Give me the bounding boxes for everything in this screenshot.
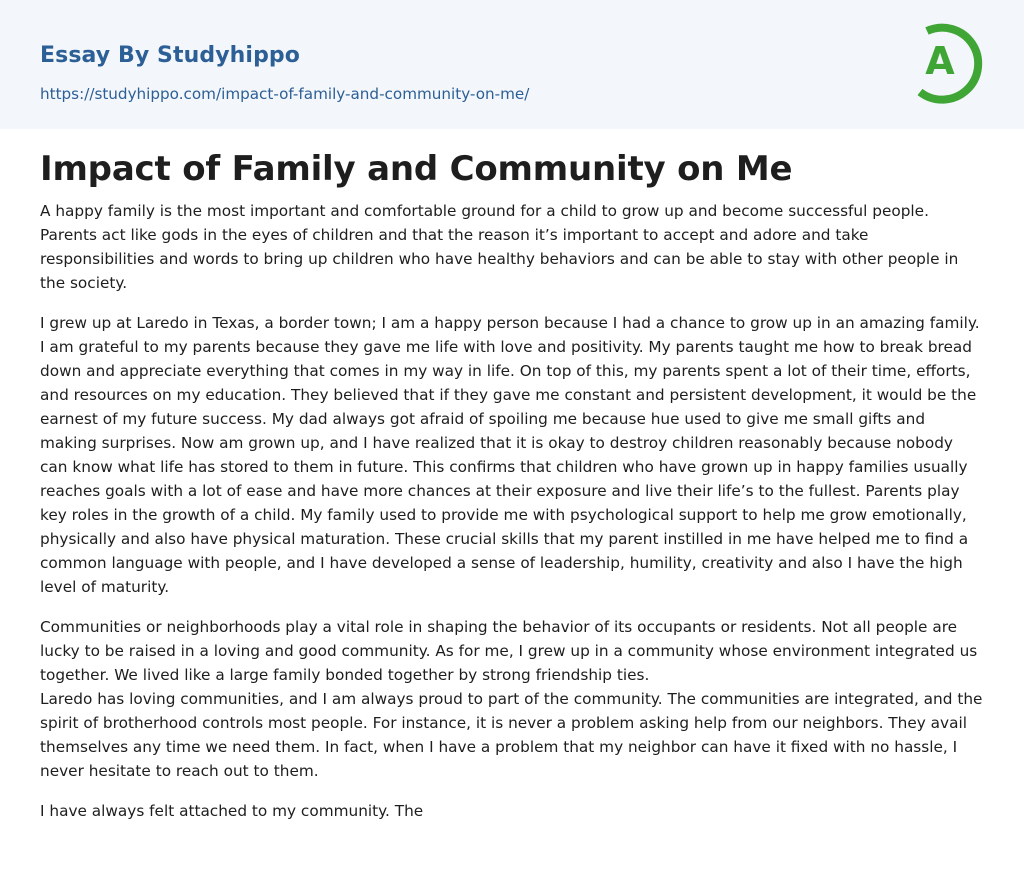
essay-paragraph-3-part-1: Communities or neighborhoods play a vital role in shaping the behavior of its occupants or residents. Not all people are lucky to be raised in a loving and good community. As for me, I grew up in a community whose environment integrated us together. We lived like a large family bonded together by strong friendship ties. xyxy=(40,618,978,684)
studyhippo-logo-icon[interactable] xyxy=(910,18,988,106)
essay-paragraph-1: A happy family is the most important and comfortable ground for a child to grow up and become successful people. Parents act like gods in the eyes of children and that the reason it’s important to accept and adore and take responsibilities and words to bring up children who have healthy behaviors and can be able to stay with other people in the society. xyxy=(40,202,959,292)
essay-url-link[interactable]: https://studyhippo.com/impact-of-family-and-community-on-me/ xyxy=(40,85,530,103)
essay-title: Impact of Family and Community on Me xyxy=(40,149,793,189)
essay-paragraph-2: I grew up at Laredo in Texas, a border town; I am a happy person because I had a chance to grow up in an amazing family. I am grateful to my parents because they gave me life with love and positivity. My parents taught me how to break bread down and appreciate everything that comes in my way in life. On top of this, my parents spent a lot of their time, efforts, and resources on my education. They believed that if they gave me constant and persistent development, it would be the earnest of my future success. My dad always got afraid of spoiling me because hue used to give me small gifts and making surprises. Now am grown up, and I have realized that it is okay to destroy children reasonably because nobody can know what life has stored to them in future. This confirms that children who have grown up in happy families usually reaches goals with a lot of ease and have more chances at their exposure and live their life’s to the fullest. Parents play key roles in the growth of a child. My family used to provide me with psychological support to help me grow emotionally, physically and also have physical maturation. These crucial skills that my parent instilled in me have helped me to find a common language with people, and I have developed a sense of leadership, humility, creativity and also I have the high level of maturity. xyxy=(40,314,980,596)
essay-content xyxy=(0,129,1024,823)
page-header xyxy=(0,0,1024,129)
essay-paragraph-4: I have always felt attached to my community. The xyxy=(40,802,424,820)
brand-title[interactable]: Essay By Studyhippo xyxy=(40,43,300,68)
essay-paragraph-3-part-2: Laredo has loving communities, and I am always proud to part of the community. The communities are integrated, and the spirit of brotherhood controls most people. For instance, it is never a problem asking help from our neighbors. They avail themselves any time we need them. In fact, when I have a problem that my neighbor can have it fixed with no hassle, I never hesitate to reach out to them. xyxy=(40,690,983,780)
logo-letter: A xyxy=(925,39,955,83)
essay-paragraph-3 xyxy=(40,615,984,783)
